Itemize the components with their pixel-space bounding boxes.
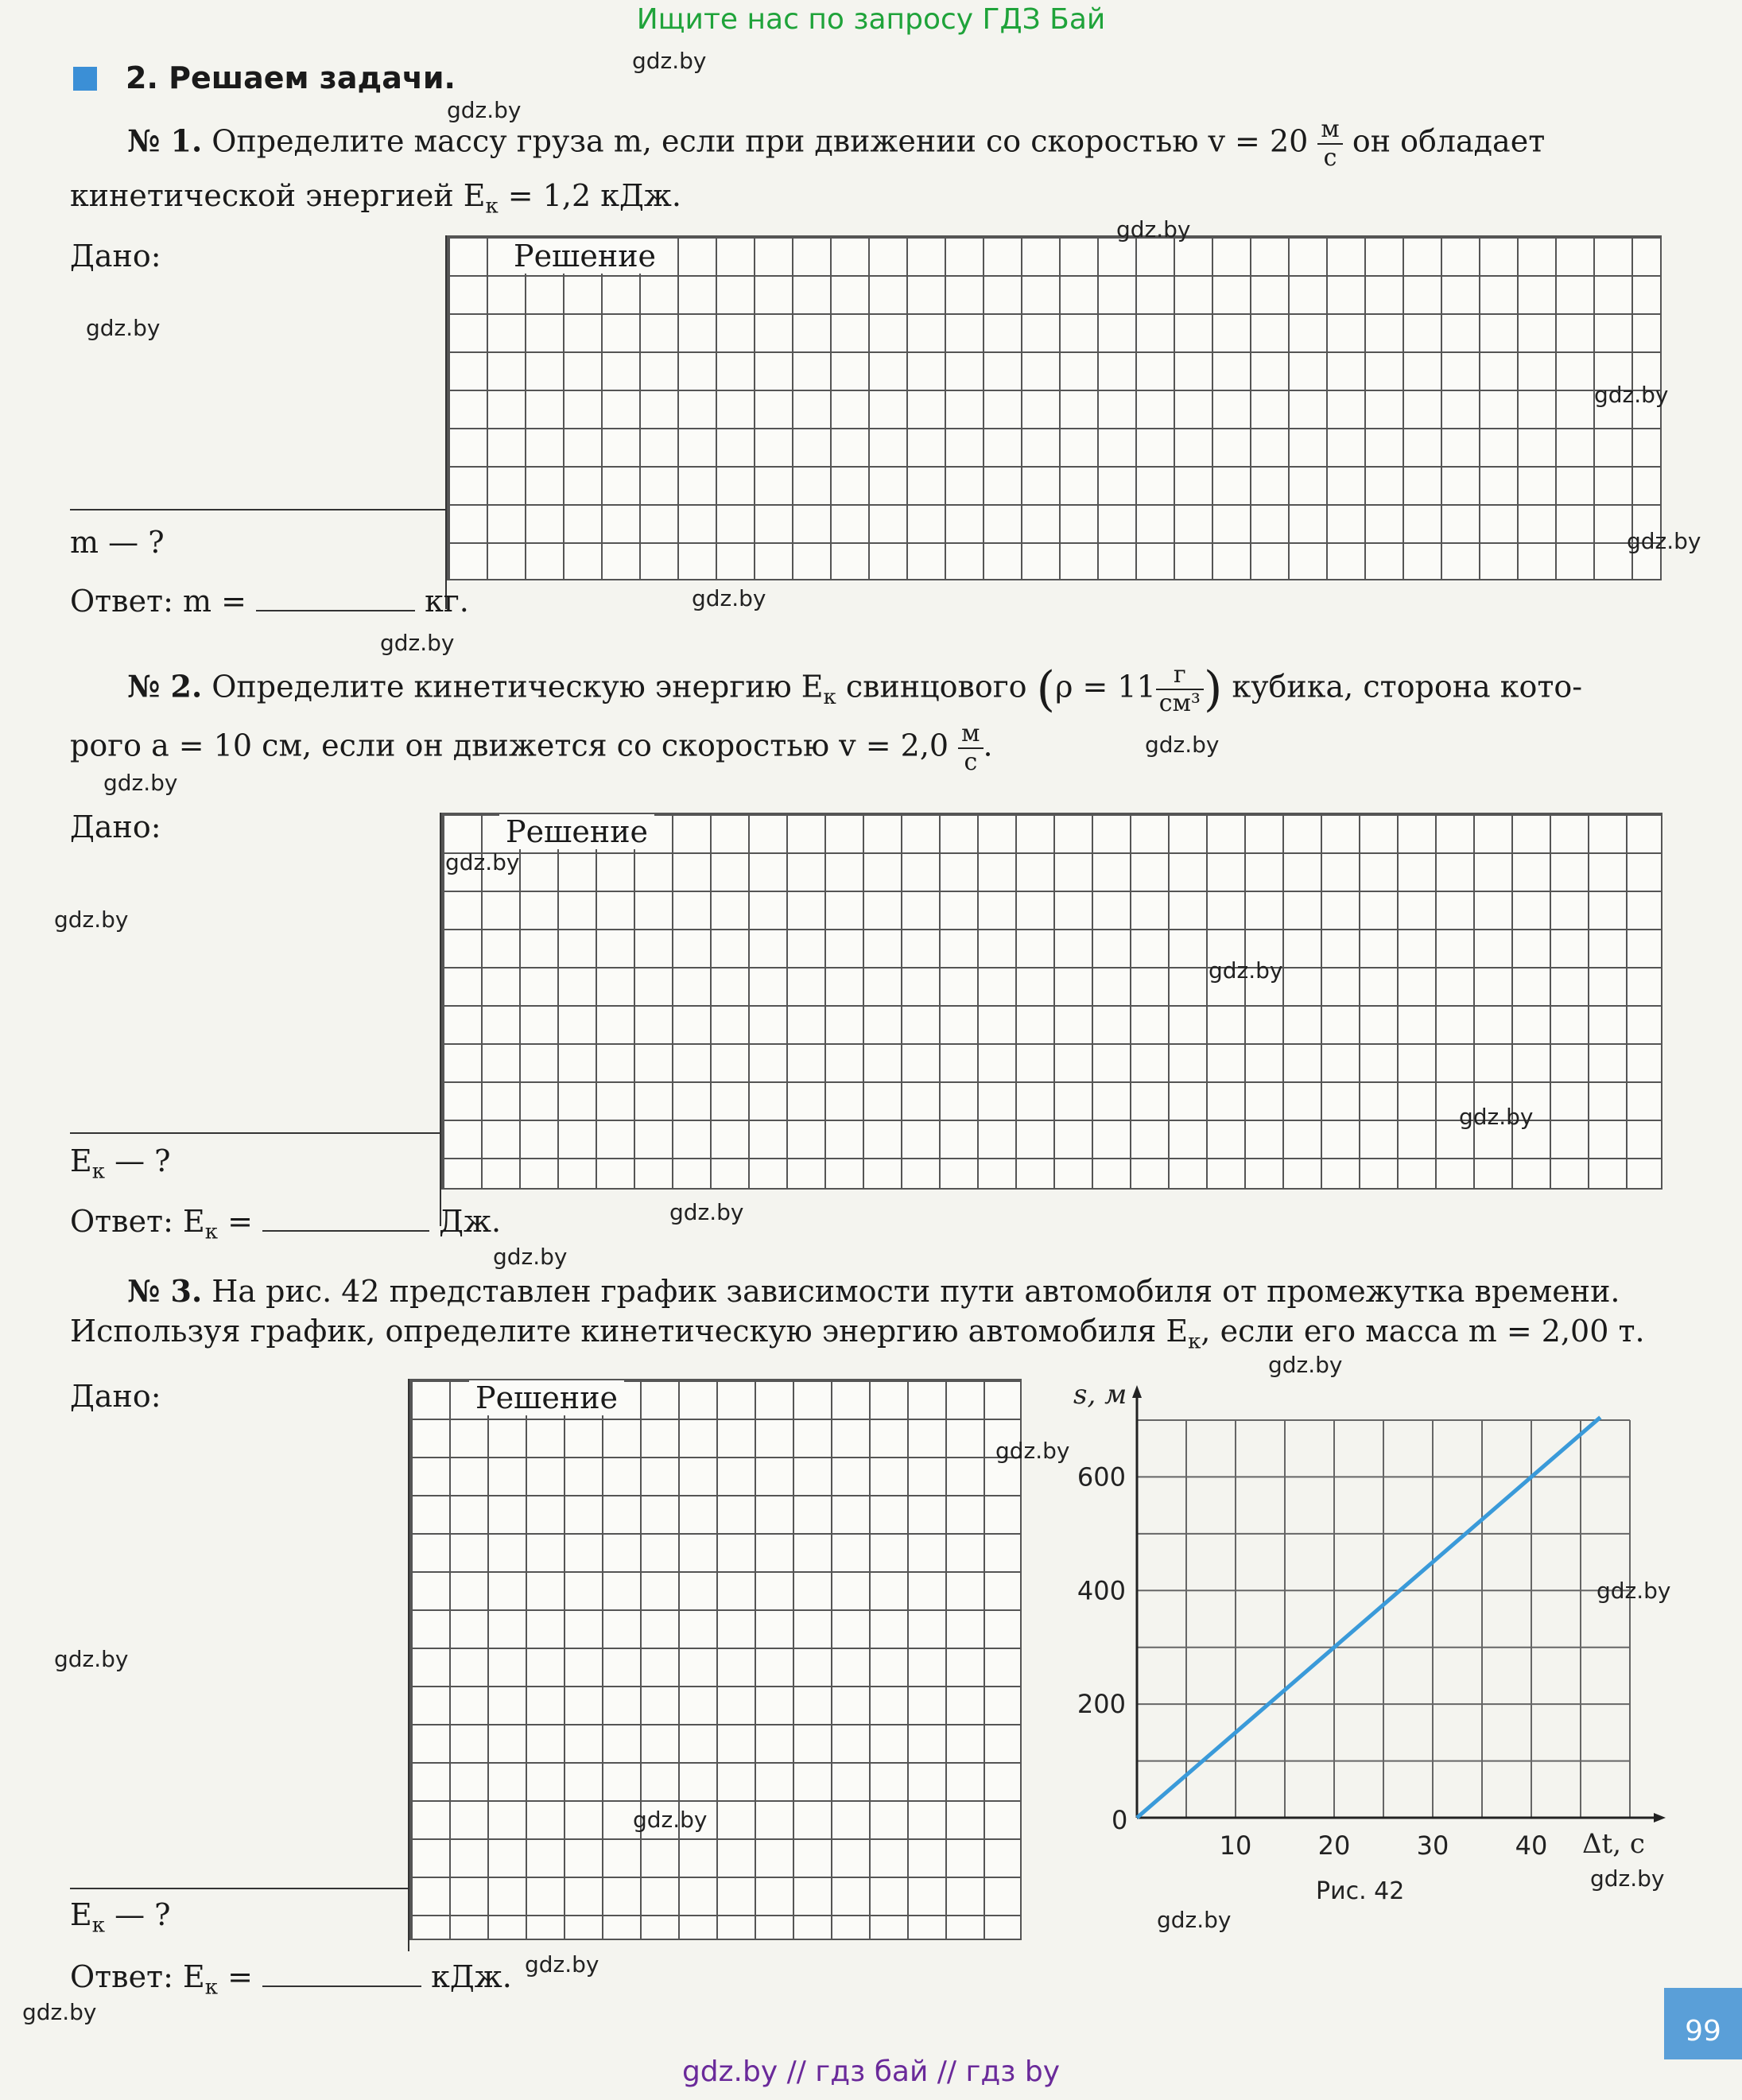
task1-unknown: m — ? — [70, 525, 165, 560]
task1-given-underline — [70, 509, 447, 510]
task3-text-a: На рис. 42 представлен график зависимости пути автомобиля от промежутка времени. — [202, 1274, 1620, 1309]
answer-var: E — [182, 1204, 205, 1239]
answer-label: Ответ: — [70, 1204, 173, 1239]
watermark: gdz.by — [525, 1951, 599, 1978]
watermark: gdz.by — [86, 315, 161, 341]
watermark: gdz.by — [1145, 732, 1220, 758]
task3-text-b: Используя график, определите кинетическую энергию автомобиля E — [70, 1314, 1189, 1349]
watermark: gdz.by — [445, 849, 520, 875]
watermark: gdz.by — [1627, 528, 1701, 554]
sub-k: к — [823, 685, 836, 710]
task1-text-c: кинетической энергией E — [70, 178, 486, 213]
task3-solution-label: Решение — [469, 1380, 624, 1415]
task2-text-b: свинцового — [836, 669, 1027, 705]
sub-k: к — [204, 1975, 218, 2000]
watermark: gdz.by — [1597, 1578, 1671, 1604]
task3-answer-blank[interactable] — [262, 1985, 421, 1987]
task1-line2 — [70, 177, 681, 226]
frac-num: м — [1317, 116, 1342, 145]
watermark: gdz.by — [1590, 1865, 1665, 1892]
paren-left: ( — [1036, 662, 1056, 717]
task2-solution-grid[interactable] — [441, 813, 1662, 1190]
task1-answer — [70, 582, 469, 620]
section-square-icon — [73, 67, 97, 91]
sub-k: к — [1188, 1329, 1201, 1354]
task1-solution-label: Решение — [507, 239, 662, 274]
watermark: gdz.by — [54, 906, 129, 933]
watermark: gdz.by — [1157, 1907, 1232, 1933]
task2-line1 — [127, 662, 1678, 717]
watermark: gdz.by — [1594, 382, 1669, 408]
task3-number: № 3. — [127, 1273, 203, 1309]
task1-number: № 1. — [127, 122, 203, 159]
task2-solution-label: Решение — [499, 814, 654, 849]
frac-den: см³ — [1158, 689, 1201, 717]
watermark: gdz.by — [633, 1807, 708, 1833]
paren-right: ) — [1203, 662, 1223, 717]
frac-den: с — [964, 748, 978, 776]
task2-given-label: Дано: — [70, 809, 161, 844]
sub-k: к — [204, 1220, 218, 1244]
sub-k: к — [91, 1913, 105, 1938]
task3-text-c: , если его масса m = 2,00 т. — [1201, 1314, 1645, 1349]
answer-var: m = — [182, 584, 246, 619]
answer-var: E — [182, 1959, 205, 1994]
unknown-var: E — [70, 1897, 92, 1932]
watermark: gdz.by — [1116, 216, 1191, 243]
task3-given-label: Дано: — [70, 1379, 161, 1414]
sub-k: к — [91, 1159, 105, 1184]
top-banner: Ищите нас по запросу ГДЗ Бай — [636, 3, 1106, 36]
y-tick-label: 400 — [1077, 1575, 1126, 1606]
task1-text-b: он обладает — [1342, 123, 1546, 159]
figure-42-chart — [1034, 1368, 1670, 1924]
task2-text-e: . — [983, 728, 993, 763]
y-tick-label: 600 — [1077, 1461, 1126, 1493]
watermark: gdz.by — [692, 585, 766, 611]
task1-line1 — [127, 116, 1678, 172]
task1-velocity-unit — [1317, 116, 1342, 172]
answer-eq: = — [217, 1959, 253, 1994]
task3-line2 — [70, 1312, 1700, 1361]
y-axis-arrow-icon — [1132, 1385, 1142, 1398]
x-tick-label: 40 — [1515, 1830, 1548, 1861]
task2-text-a: Определите кинетическую энергию E — [202, 669, 824, 705]
answer-label: Ответ: — [70, 584, 173, 619]
answer-unit: Дж. — [439, 1204, 502, 1239]
task2-given-underline — [70, 1132, 441, 1134]
task1-text-d: = 1,2 кДж. — [498, 178, 681, 213]
chart-grid — [1137, 1420, 1630, 1818]
task3-line1 — [127, 1272, 1717, 1310]
watermark: gdz.by — [669, 1199, 744, 1225]
unknown-var: E — [70, 1143, 92, 1178]
task3-answer — [70, 1958, 512, 2007]
task2-density: ρ = 11 — [1055, 669, 1156, 705]
bottom-banner: gdz.by // гдз бай // гдз by — [681, 2055, 1061, 2088]
task1-given-label: Дано: — [70, 239, 161, 274]
x-tick-label: 20 — [1317, 1830, 1351, 1861]
task3-unknown — [70, 1896, 171, 1945]
watermark: gdz.by — [632, 48, 707, 74]
x-tick-label: 10 — [1219, 1830, 1252, 1861]
x-tick-label: 30 — [1416, 1830, 1449, 1861]
x-axis-label: Δt, с — [1582, 1828, 1645, 1860]
watermark: gdz.by — [103, 770, 178, 796]
answer-label: Ответ: — [70, 1959, 173, 1994]
task2-answer-blank[interactable] — [262, 1230, 429, 1232]
section-title: 2. Решаем задачи. — [126, 60, 456, 95]
watermark: gdz.by — [995, 1438, 1070, 1464]
unknown-tail: — ? — [105, 1897, 171, 1932]
y-tick-label: 200 — [1077, 1689, 1126, 1720]
watermark: gdz.by — [447, 97, 522, 123]
page-number: 99 — [1664, 1988, 1742, 2059]
task2-density-unit — [1156, 662, 1204, 717]
chart-axes — [1132, 1385, 1666, 1822]
watermark: gdz.by — [1459, 1104, 1534, 1130]
task2-number: № 2. — [127, 668, 203, 705]
watermark: gdz.by — [1209, 957, 1283, 984]
answer-unit: кг. — [425, 584, 469, 619]
sub-k: к — [485, 194, 499, 219]
task2-text-c: кубика, сторона кото- — [1222, 669, 1583, 705]
frac-num: м — [958, 720, 983, 749]
task3-solution-grid[interactable] — [409, 1379, 1022, 1940]
task1-solution-grid[interactable] — [447, 235, 1662, 580]
origin-label: 0 — [1112, 1805, 1128, 1835]
task1-text-a: Определите массу груза m, если при движении со скоростью v = 20 — [202, 123, 1318, 159]
task2-text-d: рого a = 10 см, если он движется со скоростью v = 2,0 — [70, 728, 959, 763]
watermark: gdz.by — [54, 1646, 129, 1672]
frac-den: с — [1323, 144, 1337, 172]
watermark: gdz.by — [380, 630, 455, 656]
watermark: gdz.by — [22, 1999, 97, 2025]
watermark: gdz.by — [1268, 1352, 1343, 1378]
watermark: gdz.by — [493, 1244, 568, 1270]
x-axis-arrow-icon — [1654, 1813, 1666, 1822]
y-axis-label: s, м — [1073, 1379, 1127, 1411]
task2-line2 — [70, 720, 993, 776]
unknown-tail: — ? — [105, 1143, 171, 1178]
figure-caption: Рис. 42 — [1316, 1877, 1405, 1905]
task3-given-underline — [70, 1888, 409, 1889]
answer-eq: = — [217, 1204, 253, 1239]
answer-unit: кДж. — [431, 1959, 512, 1994]
task2-velocity-unit — [958, 720, 983, 776]
task2-answer — [70, 1202, 501, 1252]
frac-num: г — [1156, 662, 1204, 690]
task1-answer-blank[interactable] — [256, 610, 415, 611]
task2-unknown — [70, 1142, 171, 1191]
